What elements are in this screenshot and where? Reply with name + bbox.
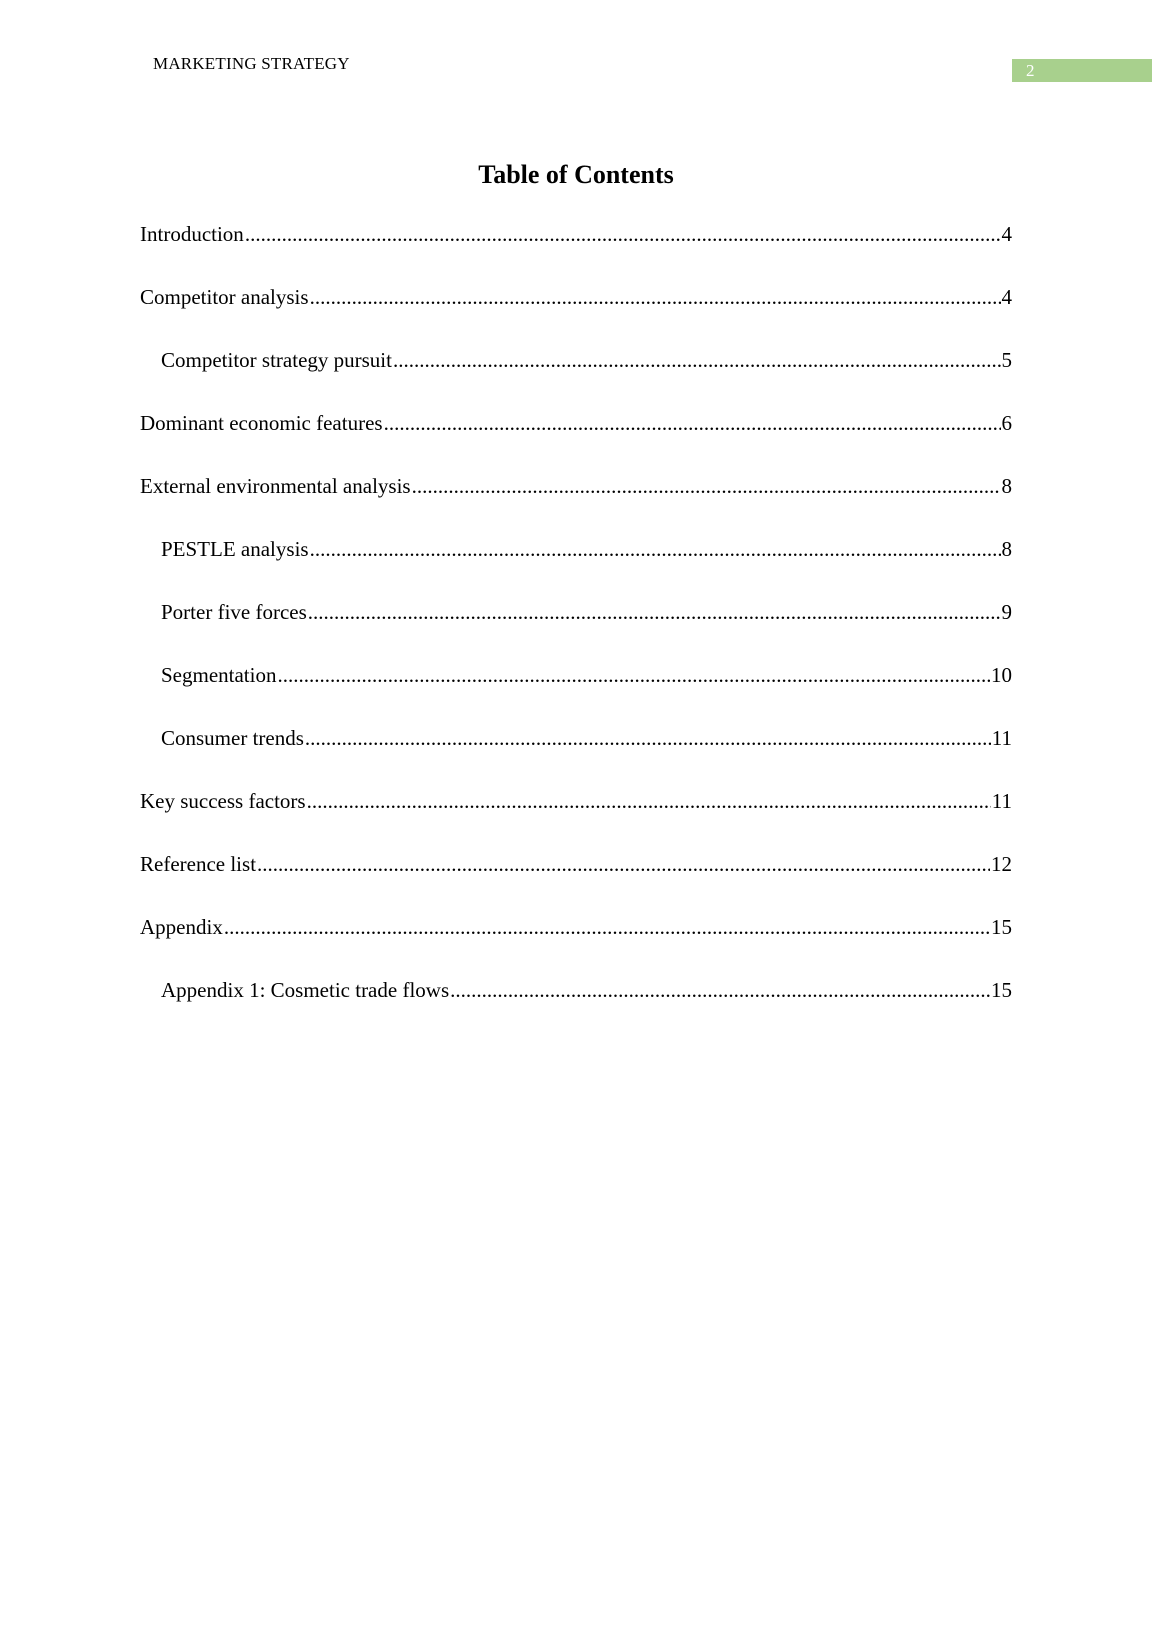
toc-dot-leader: [245, 222, 1001, 247]
toc-dot-leader: [305, 726, 991, 751]
toc-dot-leader: [257, 852, 990, 877]
toc-entry-page: 6: [1001, 411, 1012, 435]
toc-dot-leader: [450, 978, 990, 1003]
toc-entry-competitor-strategy-pursuit[interactable]: [140, 348, 1012, 411]
toc-entry-label: Reference list: [140, 852, 257, 876]
toc-entry-label: Introduction: [140, 222, 244, 246]
running-header-title: MARKETING STRATEGY: [153, 54, 350, 73]
toc-entry-page: 4: [1001, 222, 1012, 246]
toc-entry-label: Competitor strategy pursuit: [161, 348, 392, 372]
toc-entry-page: 15: [991, 915, 1012, 939]
toc-entry-page: 15: [991, 978, 1012, 1002]
toc-entry-page: 8: [1001, 474, 1012, 498]
toc-dot-leader: [277, 663, 990, 688]
toc-entry-label: Appendix 1: Cosmetic trade flows: [161, 978, 450, 1002]
toc-dot-leader: [308, 600, 1001, 625]
toc-entry-page: 8: [1001, 537, 1012, 561]
toc-entry-label: Consumer trends: [161, 726, 304, 750]
toc-entry-page: 5: [1001, 348, 1012, 372]
toc-dot-leader: [310, 285, 1001, 310]
toc-entry-label: Competitor analysis: [140, 285, 309, 309]
toc-dot-leader: [384, 411, 1001, 436]
toc-entry-consumer-trends[interactable]: [140, 726, 1012, 789]
toc-entry-page: 12: [991, 852, 1012, 876]
toc-title: Table of Contents: [478, 160, 674, 189]
toc-list: [140, 222, 1012, 1041]
toc-entry-page: 10: [991, 663, 1012, 687]
toc-dot-leader: [310, 537, 1001, 562]
toc-entry-label: PESTLE analysis: [161, 537, 309, 561]
toc-entry-page: 4: [1001, 285, 1012, 309]
toc-entry-appendix-1[interactable]: [140, 978, 1012, 1041]
toc-entry-key-success-factors[interactable]: [140, 789, 1012, 852]
toc-dot-leader: [393, 348, 1001, 373]
toc-entry-introduction[interactable]: [140, 222, 1012, 285]
toc-dot-leader: [412, 474, 1001, 499]
toc-entry-page: 11: [991, 789, 1012, 813]
toc-entry-dominant-economic-features[interactable]: [140, 411, 1012, 474]
toc-entry-porter-five-forces[interactable]: [140, 600, 1012, 663]
toc-entry-label: Segmentation: [161, 663, 277, 687]
toc-entry-label: Appendix: [140, 915, 223, 939]
toc-entry-label: Dominant economic features: [140, 411, 383, 435]
toc-entry-pestle-analysis[interactable]: [140, 537, 1012, 600]
toc-entry-page: 9: [1001, 600, 1012, 624]
toc-entry-reference-list[interactable]: [140, 852, 1012, 915]
toc-entry-label: External environmental analysis: [140, 474, 411, 498]
toc-entry-label: Porter five forces: [161, 600, 307, 624]
toc-entry-external-environmental-analysis[interactable]: [140, 474, 1012, 537]
toc-entry-appendix[interactable]: [140, 915, 1012, 978]
toc-entry-competitor-analysis[interactable]: [140, 285, 1012, 348]
toc-entry-page: 11: [991, 726, 1012, 750]
toc-entry-label: Key success factors: [140, 789, 306, 813]
toc-dot-leader: [224, 915, 990, 940]
page-number-badge: 2: [1012, 59, 1152, 82]
toc-dot-leader: [307, 789, 991, 814]
toc-entry-segmentation[interactable]: [140, 663, 1012, 726]
